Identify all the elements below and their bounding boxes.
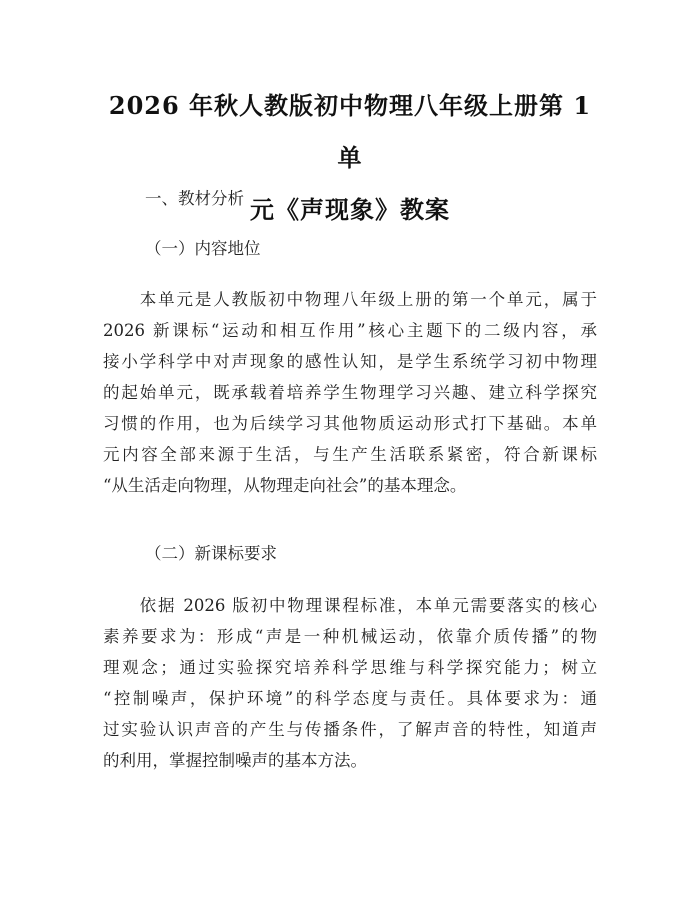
paragraph-line: 理观念；通过实验探究培养科学思维与科学探究能力；树立 <box>103 658 597 677</box>
document-title <box>98 80 602 236</box>
paragraph-line: 元内容全部来源于生活，与生产生活联系紧密，符合新课标 <box>103 445 597 464</box>
paragraph-line: 依据 2026 版初中物理课程标准，本单元需要落实的核心 <box>103 596 597 615</box>
title-line-2: 元《声现象》教案 <box>250 195 450 224</box>
paragraph-line: 的起始单元，既承载着培养学生物理学习兴趣、建立科学探究 <box>103 383 597 402</box>
paragraph-line: 本单元是人教版初中物理八年级上册的第一个单元，属于 <box>103 290 597 309</box>
subsection-heading-content-position: （一）内容地位 <box>145 239 261 258</box>
paragraph-line: 素养要求为：形成“声是一种机械运动，依靠介质传播”的物 <box>103 627 597 646</box>
paragraph-line: “从生活走向物理，从物理走向社会”的基本理念。 <box>103 476 467 495</box>
paragraph-line: 习惯的作用，也为后续学习其他物质运动形式打下基础。本单 <box>103 414 597 433</box>
subsection-heading-curriculum-requirements: （二）新课标要求 <box>145 544 277 563</box>
section-heading-teaching-material-analysis: 一、教材分析 <box>145 189 244 208</box>
paragraph-line: 过实验认识声音的产生与传播条件，了解声音的特性，知道声 <box>103 720 597 739</box>
paragraph-line: “控制噪声，保护环境”的科学态度与责任。具体要求为：通 <box>103 689 597 708</box>
paragraph-line: 2026 新课标“运动和相互作用”核心主题下的二级内容，承 <box>103 321 597 340</box>
paragraph-line: 接小学科学中对声现象的感性认知，是学生系统学习初中物理 <box>103 352 597 371</box>
title-line-1: 2026 年秋人教版初中物理八年级上册第 1 单 <box>108 91 592 172</box>
paragraph-line: 的利用，掌握控制噪声的基本方法。 <box>103 751 367 770</box>
paragraph-curriculum-requirements <box>103 590 597 776</box>
paragraph-content-position <box>103 284 597 501</box>
